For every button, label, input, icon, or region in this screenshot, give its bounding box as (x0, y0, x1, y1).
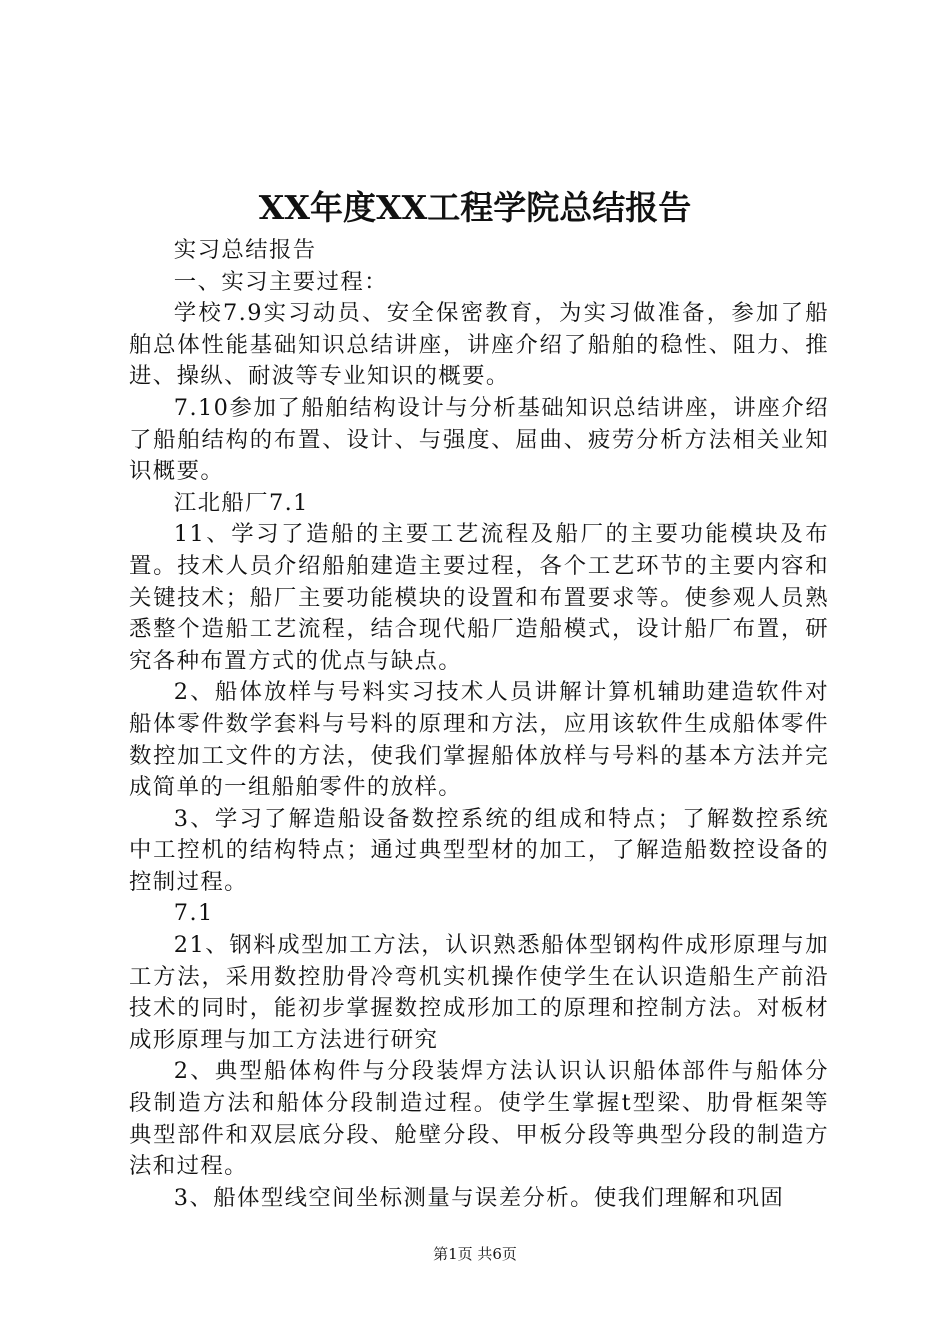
paragraph: 7.1 (173, 900, 214, 927)
paragraph-section-heading: 一、实习主要过程： (173, 268, 388, 295)
paragraph: 21、钢料成型加工方法，认识熟悉船体型钢构件成形原理与加工方法，采用数控肋骨冷弯机实机操作使学生在认识造船生产前沿技术的同时，能初步掌握数控成形加工的原理和控制方法。对板材成形原理与加工方法进行研究 (129, 932, 829, 1053)
paragraph: 11、学习了造船的主要工艺流程及船厂的主要功能模块及布置。技术人员介绍船舶建造主要过程，各个工艺环节的主要内容和关键技术；船厂主要功能模块的设置和布置要求等。使参观人员熟悉整个造船工艺流程，结合现代船厂造船模式，设计船厂布置，研究各种布置方式的优点与缺点。 (129, 521, 829, 674)
paragraph: 3、学习了解造船设备数控系统的组成和特点；了解数控系统中工控机的结构特点；通过典型型材的加工，了解造船数控设备的控制过程。 (129, 805, 829, 895)
paragraph: 2、典型船体构件与分段装焊方法认识认识船体部件与船体分段制造方法和船体分段制造过程。使学生掌握t型梁、肋骨框架等典型部件和双层底分段、舱壁分段、甲板分段等典型分段的制造方法和过程。 (129, 1058, 829, 1180)
paragraph: 7.10参加了船舶结构设计与分析基础知识总结讲座，讲座介绍了船舶结构的布置、设计、与强度、屈曲、疲劳分析方法相关业知识概要。 (129, 394, 829, 485)
paragraph: 2、船体放样与号料实习技术人员讲解计算机辅助建造软件对船体零件数学套料与号料的原理和方法，应用该软件生成船体零件数控加工文件的方法，使我们掌握船体放样与号料的基本方法并完成简单的一组船舶零件的放样。 (129, 679, 829, 801)
document-title: XX年度XX工程学院总结报告 (258, 188, 692, 227)
paragraph-heading: 实习总结报告 (173, 237, 317, 263)
paragraph: 江北船厂7.1 (173, 489, 309, 516)
page-number-footer: 第1页 共6页 (433, 1245, 517, 1263)
paragraph: 学校7.9实习动员、安全保密教育，为实习做准备，参加了船舶总体性能基础知识总结讲座，讲座介绍了船舶的稳性、阻力、推进、操纵、耐波等专业知识的概要。 (129, 300, 829, 390)
document-body (129, 235, 829, 1214)
paragraph: 3、船体型线空间坐标测量与误差分析。使我们理解和巩固 (173, 1184, 785, 1211)
